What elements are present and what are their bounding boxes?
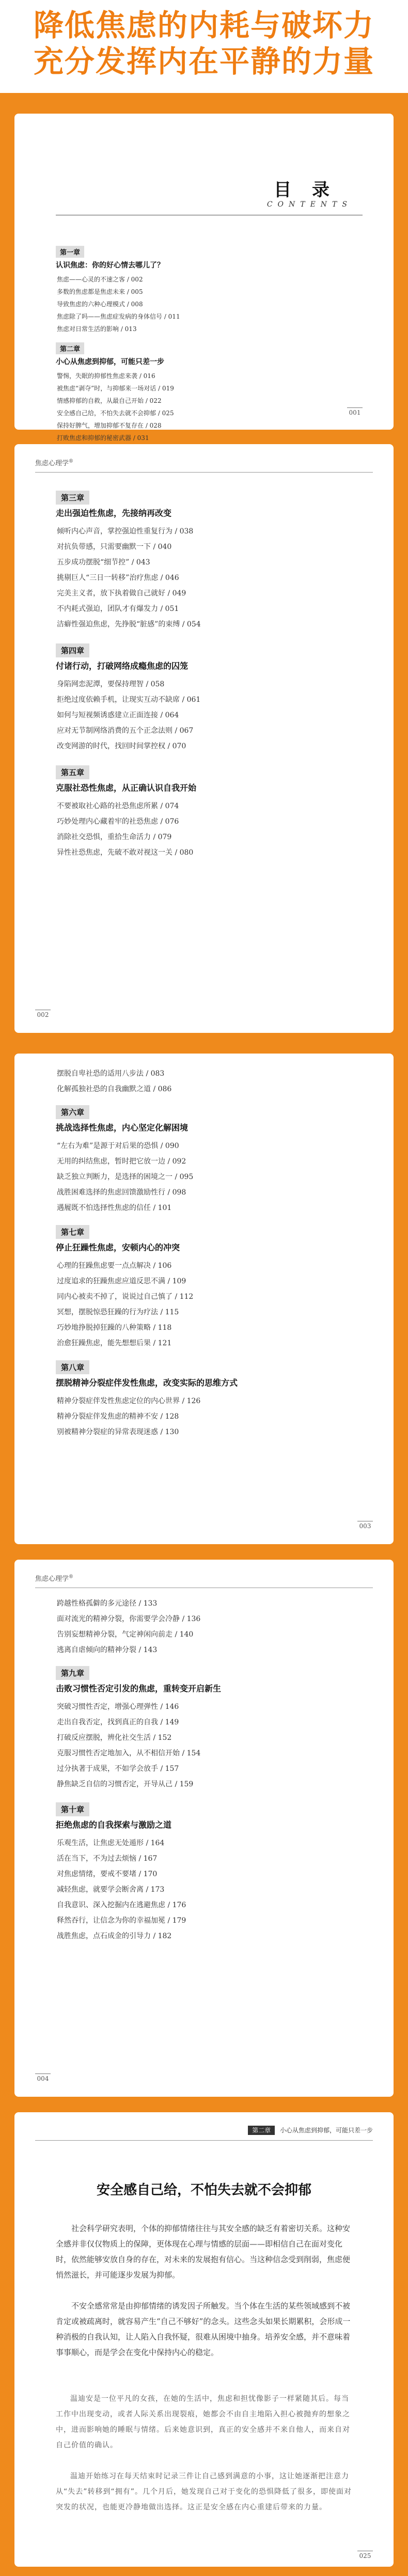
toc-chapter <box>56 1360 376 1440</box>
toc-entry: 跨越性格孤僻的多元途径 / 133 <box>57 1599 158 1608</box>
chapter-title: 拒绝焦虑的自我探索与激励之道 <box>56 1820 172 1830</box>
chapter-title: 停止狂躁性焦虑，安顿内心的冲突 <box>56 1243 180 1252</box>
toc-entry: 拒绝过度依赖手机，让现实互动不缺席 / 061 <box>57 696 201 704</box>
toc-entry: 别被精神分裂症的异常表现迷惑 / 130 <box>57 1428 179 1436</box>
toc-entry: “左右为难”是源于对后果的恐惧 / 090 <box>57 1142 179 1150</box>
toc-chapter-list <box>56 491 376 860</box>
toc-chapter <box>56 643 376 754</box>
toc-chapter <box>56 1225 376 1351</box>
toc-entry: 多数的焦虑都是焦虑未来 / 005 <box>57 288 143 295</box>
chapter-tag: 第二章 <box>248 2126 275 2135</box>
toc-entry: 警惕，失眠的抑郁性焦虑来袭 / 016 <box>57 372 155 380</box>
toc-entry: 被焦虑“剥夺”时，与抑郁来一场对话 / 019 <box>57 385 174 392</box>
toc-entry: 完美主义者，放下执着做自己就好 / 049 <box>57 589 186 598</box>
toc-entry: 应对无节制网络消费的五个正念法则 / 067 <box>57 727 194 735</box>
divider <box>35 472 373 473</box>
chapter-title: 走出强迫性焦虑，先接纳再改变 <box>56 508 172 518</box>
page-number: 001 <box>347 407 363 416</box>
registered-mark: ® <box>69 459 74 464</box>
toc-entry: 心理的狂躁焦虑要一点点解决 / 106 <box>57 1262 172 1270</box>
toc-entry: 遇履既不怕选择性焦虑的信任 / 101 <box>57 1204 172 1212</box>
chapter-label: 第九章 <box>56 1666 89 1680</box>
toc-page-3 <box>14 1054 394 1544</box>
toc-page-1 <box>14 114 394 442</box>
chapter-label: 第七章 <box>56 1225 89 1239</box>
chapter-header <box>248 2126 373 2134</box>
book-header-title: 焦虑心理学 <box>35 1575 69 1583</box>
chapter-label: 第八章 <box>56 1360 89 1374</box>
chapter-label: 第四章 <box>56 643 89 657</box>
paragraph: 不安全感常常是由抑郁情绪的诱发因子所触发。当个体在生活的某些领域感到不被肯定或被疏离时，就容易产生“自己不够好”的念头。这些念头如果长期累积，会形成一种消极的自我认知，让人陷入自我怀疑，很难从困境中抽身。培养安全感，并不意味着事事顺心，而是学会在变化中保持内心的稳定。 <box>56 2301 351 2357</box>
chapter-title: 击败习惯性否定引发的焦虑，重转变开启新生 <box>56 1684 222 1693</box>
toc-chapter <box>56 246 376 335</box>
toc-entry: 打败焦虑和抑郁的秘密武器 / 031 <box>57 434 149 442</box>
paragraph: 温迪安是一位平凡的女孩，在她的生活中，焦虑和担忧像影子一样紧随其后。每当工作中出现变动，或者人际关系出现裂痕，她都会不由自主地陷入担心被抛弃的想象之中，进而影响她的睡眠与情绪。后来她意识到，真正的安全感并不来自他人，而来自对自己价值的确认。 <box>56 2395 350 2449</box>
chapter-label: 第五章 <box>56 765 89 779</box>
toc-entry: 挑剔巨人“三日一转移”治疗焦虑 / 046 <box>57 574 179 582</box>
toc-entry: 如何与短视频诱惑建立正面连接 / 064 <box>57 711 179 719</box>
toc-entry: 倾听内心声音，掌控强迫性重复行为 / 038 <box>57 527 194 536</box>
toc-page-4 <box>14 1560 394 2097</box>
toc-entry: 焦虑除了吗——焦虑症发病的身体信号 / 011 <box>57 313 180 320</box>
toc-entry: 精神分裂症伴发性焦虑定位的内心世界 / 126 <box>57 1397 201 1405</box>
chapter-label: 第三章 <box>56 491 89 505</box>
page-number: 025 <box>357 2551 373 2559</box>
toc-entry: 精神分裂症伴发焦虑的精神不安 / 128 <box>57 1412 179 1421</box>
banner-line-2: 充分发挥内在平静的力量 <box>33 44 374 79</box>
toc-entry: 巧妙处理内心藏着牢的社恐焦虑 / 076 <box>57 818 179 826</box>
toc-entry: 克服习惯性否定地加入，从不相信开始 / 154 <box>57 1749 201 1757</box>
toc-entry: 逃离自虐倾向的精神分裂 / 143 <box>57 1646 158 1654</box>
toc-entry: 改变网游的时代，找回时间掌控权 / 070 <box>57 742 186 750</box>
toc-continued-entries <box>56 1596 376 1658</box>
toc-entry: 过度追求的狂躁焦虑应道反思不满 / 109 <box>57 1277 186 1285</box>
page-number: 003 <box>357 1521 373 1530</box>
toc-entry: 对焦虑情绪，要戒不要堵 / 170 <box>57 1870 158 1878</box>
toc-title: 目 录 <box>274 180 337 200</box>
paragraph: 社会科学研究表明，个体的抑郁情绪往往与其安全感的缺乏有着密切关系。这种安全感并非仅仅物质上的保障，更体现在心理与情感的层面——即相信自己在面对变化时，依然能够安放自身的存在，对未来的发展抱有信心。当这种信念受到削弱，焦虑便悄然滋长，并可能逐步发展为抑郁。 <box>56 2224 351 2280</box>
registered-mark: ® <box>69 1574 74 1580</box>
toc-chapter <box>56 342 376 457</box>
toc-entry: 打破反应摆脱，辨化社交生活 / 152 <box>57 1734 172 1742</box>
chapter-title: 小心从焦虑到抑郁，可能只差一步 <box>56 358 164 366</box>
chapter-title: 认识焦虑：你的好心情去哪儿了？ <box>56 261 164 270</box>
chapter-title: 付诸行动，打破网络成瘾焦虑的囚笼 <box>56 661 189 671</box>
toc-entry: 过分执著于成果，不如学会放手 / 157 <box>57 1765 179 1773</box>
toc-entry: 走出自我否定，找到真正的自我 / 149 <box>57 1718 179 1726</box>
toc-entry: 不要被取社心路的社恐焦虑所累 / 074 <box>57 802 179 810</box>
toc-entry: 洁癖性强迫焦虑，先挣脱“脏感”的束缚 / 054 <box>57 620 201 629</box>
chapter-label: 第十章 <box>56 1802 89 1816</box>
toc-chapter-list <box>56 246 376 457</box>
toc-entry: 减轻焦虑，就要学会断舍离 / 173 <box>57 1886 165 1894</box>
toc-page-2 <box>14 444 394 1033</box>
toc-entry: 摆脱自卑社恐的适用八步法 / 083 <box>57 1070 165 1078</box>
toc-entry: 异性社恐焦虑，先破不敢对视这一关 / 080 <box>57 849 194 857</box>
chapter-header-text: 小心从焦虑到抑郁，可能只差一步 <box>279 2127 373 2134</box>
toc-entry: 消除社交恐惧，重拾生命活力 / 079 <box>57 833 172 841</box>
divider <box>35 2140 373 2141</box>
toc-entry: 无用的纠结焦虑，暂时把它放一边 / 092 <box>57 1157 186 1166</box>
chapter-title: 摆脱精神分裂症伴发性焦虑，改变实际的思维方式 <box>56 1378 238 1388</box>
promo-banner <box>0 0 408 93</box>
toc-entry: 身陷网恋泥潭，要保持理智 / 058 <box>57 680 165 688</box>
banner-line-1: 降低焦虑的内耗与破坏力 <box>33 8 374 43</box>
chapter-label: 第二章 <box>56 342 84 354</box>
toc-entry: 治愈狂躁焦虑，能先想想后果 / 121 <box>57 1339 172 1347</box>
toc-entry: 焦虑——心灵的不速之客 / 002 <box>57 276 143 283</box>
toc-entry: 突破习惯性否定，增强心理弹性 / 146 <box>57 1703 179 1711</box>
chapter-title: 挑战选择性焦虑，内心坚定化解困境 <box>56 1123 189 1133</box>
chapter-title: 克服社恐性焦虑，从正确认识自我开始 <box>56 783 197 793</box>
toc-chapter <box>56 765 376 860</box>
toc-entry: 活在当下，不为过去烦恼 / 167 <box>57 1855 158 1863</box>
toc-entry: 告别妄想精神分裂，气定神闲向前走 / 140 <box>57 1630 194 1639</box>
book-header <box>35 458 73 467</box>
toc-chapter <box>56 491 376 632</box>
toc-entry: 情感抑郁的自救，从最自己开始 / 022 <box>57 397 162 404</box>
chapter-label: 第一章 <box>56 246 84 258</box>
toc-entry: 面对流光的精神分裂，你需要学会冷静 / 136 <box>57 1615 201 1623</box>
toc-entry: 五步成功摆脱“细节控” / 043 <box>57 558 150 567</box>
toc-chapter <box>56 1105 376 1216</box>
chapter-label: 第六章 <box>56 1105 89 1119</box>
toc-entry: 焦虑对日常生活的影响 / 013 <box>57 325 137 333</box>
toc-entry: 战胜困难选择的焦虑回馈激励性行 / 098 <box>57 1188 186 1197</box>
toc-chapter-list <box>56 1105 376 1440</box>
toc-entry: 冥想，摆脱惊恐狂躁的行为疗法 / 115 <box>57 1308 179 1316</box>
toc-entry: 导致焦虑的六种心理模式 / 008 <box>57 301 143 308</box>
toc-entry: 战胜焦虑，点石成金的引导力 / 182 <box>57 1932 172 1940</box>
page-number: 002 <box>35 1010 51 1018</box>
toc-entry: 化解孤独社恐的自我幽默之道 / 086 <box>57 1085 172 1093</box>
toc-entry: 保持好脾气，增加抑郁不复存在 / 028 <box>57 422 162 429</box>
toc-entry: 安全感自己给，不怕失去就不会抑郁 / 025 <box>57 410 174 417</box>
toc-entry: 静焦缺乏自信的习惯否定，开导从己 / 159 <box>57 1780 194 1788</box>
toc-entry: 乐观生活，让焦虑无处遁形 / 164 <box>57 1839 165 1847</box>
toc-entry: 不内耗式强迫，团队才有爆发力 / 051 <box>57 605 179 613</box>
page-number: 004 <box>35 2074 51 2082</box>
body-page <box>14 2112 394 2567</box>
book-header <box>35 1573 73 1583</box>
toc-chapter <box>56 1802 376 1944</box>
toc-entry: 自我意识、深入挖掘内在逃避焦虑 / 176 <box>57 1901 186 1909</box>
toc-entry: 缺乏独立判断力，是选择的困境之一 / 095 <box>57 1173 194 1181</box>
toc-entry: 对抗负带感，只需要幽默一下 / 040 <box>57 543 172 551</box>
section-title: 安全感自己给，不怕失去就不会抑郁 <box>96 2182 311 2198</box>
toc-chapter <box>56 1666 376 1792</box>
toc-subtitle: CONTENTS <box>266 200 352 209</box>
paragraph: 温迪开始练习在每天结束时记录三件让自己感到满意的小事，这让她逐渐把注意力从“失去”转移到“拥有”。几个月后，她发现自己对于变化的恐惧降低了很多，即使面对突发的状况，也能更冷静地做出选择。这正是安全感在内心重建后带来的力量。 <box>56 2472 352 2511</box>
toc-entry: 同内心被卖不掉了，说说过自己慎了 / 112 <box>57 1293 194 1301</box>
toc-entry: 巧妙地挣脱掉狂躁的八种策略 / 118 <box>57 1324 172 1332</box>
toc-chapter-list <box>56 1666 376 1944</box>
toc-entry: 释然吞行，让信念为你的幸福加冕 / 179 <box>57 1917 186 1925</box>
book-header-title: 焦虑心理学 <box>35 460 69 467</box>
toc-continued-entries <box>56 1066 376 1097</box>
